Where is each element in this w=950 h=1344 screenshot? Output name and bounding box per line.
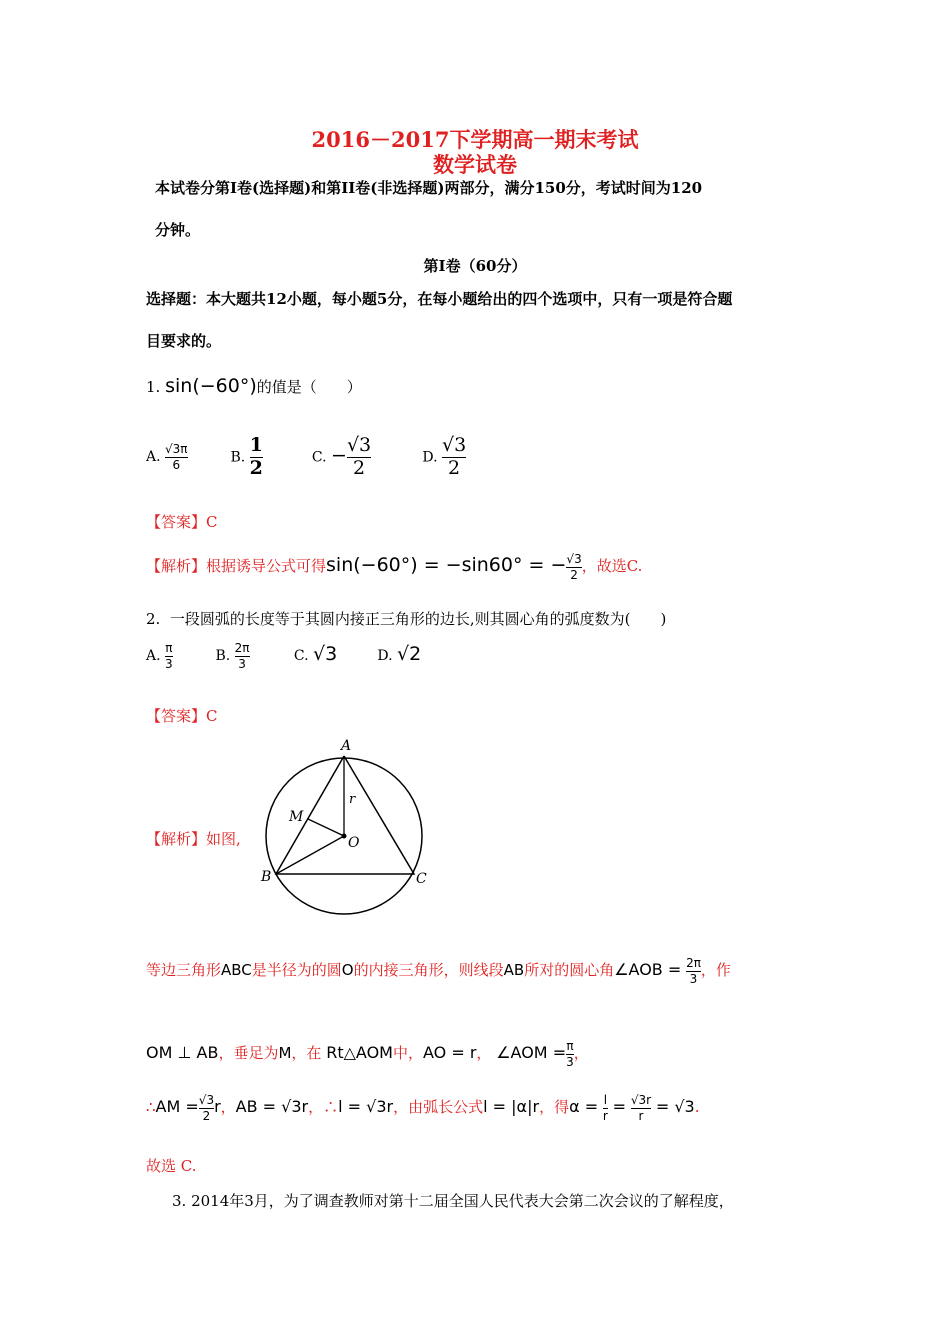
intro-line-2: 分钟。 (155, 221, 201, 239)
question-1-text: 的值是（ ） (256, 378, 362, 396)
question-1-analysis: 【解析】根据诱导公式可得sin(−60°) = −sin60° = − $\frac{√3}{2}$ ，故选C. (146, 552, 643, 582)
analysis-line-1: 等边三角形ABC是半径为的圆O的内接三角形，则线段AB所对的圆心角∠AOB = $\frac{2\pi}{3}$ ，作 (146, 956, 731, 986)
question-1 (146, 375, 362, 397)
section-heading: 第Ⅰ卷（60分） (423, 257, 527, 275)
question-2-options (146, 642, 421, 670)
exam-subtitle: 数学试卷 (433, 152, 517, 177)
question-2-analysis-label: 【解析】如图, (146, 830, 241, 848)
option-a: A. $\frac{√3\pi}{6}$ (146, 442, 188, 472)
option-b: B. $\frac{1}{2}$ (230, 434, 263, 479)
circle-triangle-diagram (255, 735, 445, 920)
vertex-b-label: B (261, 869, 272, 885)
analysis-line-2: OM ⊥ AB，垂足为M，在 Rt△AOM中，AO = r， ∠AOM = $\frac{\pi}{3}$ ， (146, 1039, 589, 1069)
radius-r-label: r (349, 792, 356, 807)
question-3: 3. 2014年3月，为了调查教师对第十二届全国人民代表大会第二次会议的了解程度， (172, 1192, 734, 1210)
question-1-options (146, 436, 466, 479)
option-d: D. $\frac{√3}{2}$ (422, 434, 467, 479)
option-d: D. √2 (377, 643, 422, 666)
option-b: B. $\frac{2\pi}{3}$ (215, 641, 250, 671)
question-2-conclusion: 故选 C. (146, 1157, 197, 1175)
question-2-answer: 【答案】C (146, 707, 218, 725)
option-c: C. √3 (293, 643, 338, 666)
question-1-expression: sin(−60°) (165, 375, 257, 397)
vertex-c-label: C (416, 871, 427, 887)
section-desc-line-2: 目要求的。 (146, 332, 222, 350)
analysis-line-3: ∴AM = $\frac{√3}{2}$ r，AB = √3r，∴l = √3r，由弧长公式l = |α|r，得α = $\frac{l}{r}$ = $\frac{√3r}{r}$ = √3. (146, 1093, 700, 1123)
center-o-label: O (348, 835, 360, 851)
section-desc-line-1: 选择题：本大题共12小题，每小题5分，在每小题给出的四个选项中，只有一项是符合题 (146, 290, 733, 308)
intro-line-1: 本试卷分第Ⅰ卷(选择题)和第II卷(非选择题)两部分，满分150分，考试时间为120 (155, 179, 703, 197)
vertex-a-label: A (341, 738, 352, 754)
option-a: A. $\frac{\pi}{3}$ (146, 641, 173, 671)
question-number: 1. (146, 378, 161, 396)
exam-title: 2016－2017下学期高一期末考试 (311, 127, 639, 152)
question-2: 2. 一段圆弧的长度等于其圆内接正三角形的边长,则其圆心角的弧度数为( ) (146, 610, 667, 628)
question-1-answer: 【答案】C (146, 513, 218, 531)
option-c: C. − $\frac{√3}{2}$ (311, 434, 372, 479)
point-m-label: M (289, 809, 304, 825)
